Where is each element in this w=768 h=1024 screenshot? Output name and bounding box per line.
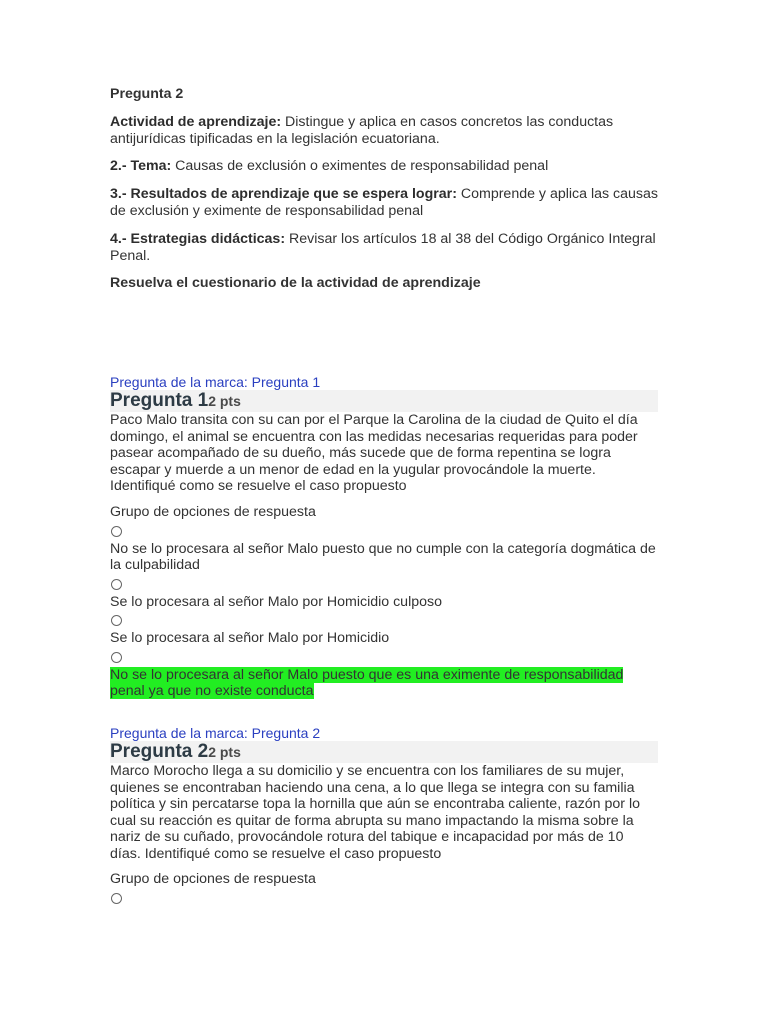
resultados-label: 3.- Resultados de aprendizaje que se espera lograr: [110, 186, 457, 202]
question-marker[interactable]: Pregunta de la marca: Pregunta 2 [110, 725, 321, 741]
option-1-radio[interactable] [111, 526, 122, 537]
option-2-text: Se lo procesara al señor Malo por Homicidio culposo [110, 593, 442, 610]
question-points: 2 pts [208, 744, 241, 760]
question-2 [110, 725, 658, 904]
estrategias-text: Revisar los artículos 18 al 38 del Código Orgánico Integral Penal. [110, 231, 656, 264]
estrategias-label: 4.- Estrategias didácticas: [110, 231, 286, 247]
option-3-radio[interactable] [111, 615, 122, 626]
question-title: Pregunta 1 [110, 390, 209, 411]
option-1-text: No se lo procesara al señor Malo puesto que no cumple con la categoría dogmática de la culpabilidad [110, 540, 656, 573]
option-4-radio[interactable] [111, 652, 122, 663]
resultados-text: Comprende y aplica las causas de exclusión y eximente de responsabilidad penal [110, 186, 659, 219]
option-1-radio[interactable] [111, 893, 122, 904]
tema-paragraph [110, 158, 658, 175]
question-marker[interactable]: Pregunta de la marca: Pregunta 1 [110, 374, 321, 390]
question-header [110, 741, 658, 763]
actividad-paragraph [110, 114, 658, 148]
option-4-text [110, 667, 658, 700]
question-text: Paco Malo transita con su can por el Parque la Carolina de la ciudad de Quito el día domingo, el animal se encuentra con las medidas necesarias requeridas para poder pasear acompañado de su dueño, más sucede que de forma repentina se logra escapar y muerde a un menor de edad en la yugular provocándole la muerte. Identifiqué como se resuelve el caso propuesto [110, 412, 638, 494]
option-3-text: Se lo procesara al señor Malo por Homicidio [110, 630, 390, 646]
intro-heading: Pregunta 2 [110, 86, 184, 102]
question-text: Marco Morocho llega a su domicilio y se encuentra con los familiares de su mujer, quienes se encontraban haciendo una cena, a lo que llega se integra con su familia política y sin percatarse topa la hornilla que aún se encontraba caliente, razón por lo cual su reacción es quitar de forma abrupta su mano impactando la misma sobre la nariz de su cuñado, provocándole rotura del tabique e incapacidad por más de 10 días. Identifiqué como se resuelve el caso propuesto [110, 763, 640, 862]
option-2-radio[interactable] [111, 579, 122, 590]
resuelva-instruction: Resuelva el cuestionario de la actividad de aprendizaje [110, 275, 481, 291]
tema-text: Causas de exclusión o eximentes de responsabilidad penal [171, 158, 549, 174]
tema-label: 2.- Tema: [110, 158, 172, 174]
answer-group-label: Grupo de opciones de respuesta [110, 871, 316, 887]
question-1 [110, 374, 658, 700]
estrategias-paragraph [110, 231, 658, 265]
actividad-text: Distingue y aplica en casos concretos las conductas antijurídicas tipificadas en la legislación ecuatoriana. [110, 114, 614, 147]
actividad-label: Actividad de aprendizaje: [110, 114, 282, 130]
answer-group-label: Grupo de opciones de respuesta [110, 503, 316, 520]
correct-answer-highlight: No se lo procesara al señor Malo puesto que es una eximente de responsabilidad penal ya que no existe conducta [110, 666, 624, 699]
question-header [110, 390, 658, 412]
resultados-paragraph [110, 186, 658, 220]
question-title: Pregunta 2 [110, 741, 209, 762]
question-points: 2 pts [208, 393, 241, 409]
